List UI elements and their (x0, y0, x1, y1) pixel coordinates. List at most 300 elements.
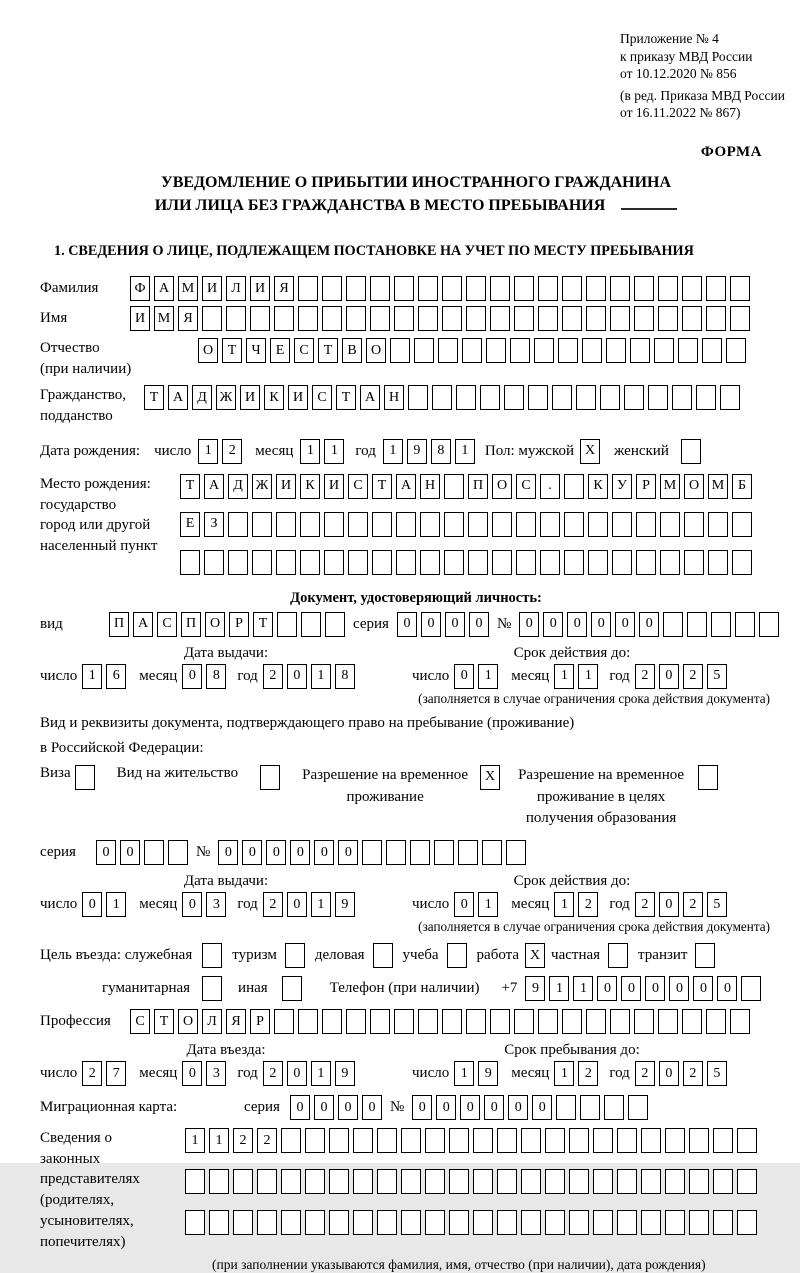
char-cell[interactable] (462, 338, 482, 363)
char-cell[interactable] (588, 550, 608, 575)
char-cell[interactable]: 8 (335, 664, 355, 689)
char-cell[interactable] (362, 840, 382, 865)
char-cell[interactable] (401, 1210, 421, 1235)
char-cell[interactable]: 2 (683, 664, 703, 689)
migration-series-cells[interactable] (290, 1095, 382, 1120)
char-cell[interactable] (576, 385, 596, 410)
char-cell[interactable]: 5 (707, 892, 727, 917)
doc-issue-year-cells[interactable] (263, 664, 355, 689)
char-cell[interactable]: А (133, 612, 153, 637)
char-cell[interactable]: 1 (106, 892, 126, 917)
purpose-other-checkbox[interactable] (282, 976, 302, 1001)
char-cell[interactable]: Т (222, 338, 242, 363)
purpose-humanitarian-checkbox[interactable] (202, 976, 222, 1001)
char-cell[interactable] (228, 512, 248, 537)
char-cell[interactable] (706, 276, 726, 301)
stay-day-cells[interactable] (454, 1061, 498, 1086)
char-cell[interactable]: 9 (407, 439, 427, 464)
char-cell[interactable]: 2 (578, 1061, 598, 1086)
surname-cells[interactable] (130, 276, 750, 301)
char-cell[interactable] (528, 385, 548, 410)
char-cell[interactable] (695, 943, 715, 968)
char-cell[interactable]: 1 (324, 439, 344, 464)
char-cell[interactable]: 0 (717, 976, 737, 1001)
char-cell[interactable]: 0 (454, 664, 474, 689)
char-cell[interactable] (702, 338, 722, 363)
char-cell[interactable]: М (154, 306, 174, 331)
char-cell[interactable] (185, 1169, 205, 1194)
char-cell[interactable] (370, 1009, 390, 1034)
char-cell[interactable] (204, 550, 224, 575)
char-cell[interactable]: 2 (257, 1128, 277, 1153)
char-cell[interactable] (612, 512, 632, 537)
char-cell[interactable] (654, 338, 674, 363)
char-cell[interactable]: П (468, 474, 488, 499)
permit-issue-day-cells[interactable] (82, 892, 126, 917)
char-cell[interactable]: Н (384, 385, 404, 410)
char-cell[interactable]: И (324, 474, 344, 499)
char-cell[interactable] (250, 306, 270, 331)
phone-cells[interactable] (525, 976, 761, 1001)
char-cell[interactable] (185, 1210, 205, 1235)
patronymic-cells[interactable] (198, 338, 746, 363)
char-cell[interactable]: 1 (300, 439, 320, 464)
char-cell[interactable]: Т (180, 474, 200, 499)
char-cell[interactable]: Т (144, 385, 164, 410)
permit-exp-month-cells[interactable] (554, 892, 598, 917)
char-cell[interactable] (480, 385, 500, 410)
char-cell[interactable] (202, 306, 222, 331)
doc-exp-day-cells[interactable] (454, 664, 498, 689)
char-cell[interactable] (634, 306, 654, 331)
char-cell[interactable]: Р (636, 474, 656, 499)
char-cell[interactable]: 0 (338, 1095, 358, 1120)
char-cell[interactable] (300, 512, 320, 537)
stay-year-cells[interactable] (635, 1061, 727, 1086)
char-cell[interactable] (521, 1169, 541, 1194)
char-cell[interactable] (612, 550, 632, 575)
char-cell[interactable]: 2 (263, 892, 283, 917)
birth-month-cells[interactable] (300, 439, 344, 464)
char-cell[interactable] (144, 840, 164, 865)
char-cell[interactable]: Ф (130, 276, 150, 301)
char-cell[interactable]: И (202, 276, 222, 301)
char-cell[interactable]: 0 (519, 612, 539, 637)
char-cell[interactable]: 0 (287, 892, 307, 917)
char-cell[interactable] (648, 385, 668, 410)
char-cell[interactable]: С (294, 338, 314, 363)
permit-exp-day-cells[interactable] (454, 892, 498, 917)
doc-exp-month-cells[interactable] (554, 664, 598, 689)
char-cell[interactable]: 0 (182, 1061, 202, 1086)
char-cell[interactable] (301, 612, 321, 637)
char-cell[interactable] (425, 1210, 445, 1235)
char-cell[interactable] (486, 338, 506, 363)
char-cell[interactable]: 0 (314, 840, 334, 865)
char-cell[interactable] (636, 512, 656, 537)
char-cell[interactable] (276, 512, 296, 537)
char-cell[interactable] (630, 338, 650, 363)
char-cell[interactable]: К (588, 474, 608, 499)
char-cell[interactable] (281, 1210, 301, 1235)
char-cell[interactable]: С (516, 474, 536, 499)
char-cell[interactable] (663, 612, 683, 637)
char-cell[interactable]: 0 (290, 840, 310, 865)
char-cell[interactable]: Л (226, 276, 246, 301)
char-cell[interactable] (325, 612, 345, 637)
char-cell[interactable] (300, 550, 320, 575)
char-cell[interactable]: 9 (335, 892, 355, 917)
char-cell[interactable] (730, 1009, 750, 1034)
char-cell[interactable]: 0 (182, 664, 202, 689)
char-cell[interactable]: Д (192, 385, 212, 410)
char-cell[interactable] (298, 306, 318, 331)
purpose-official-checkbox[interactable] (202, 943, 222, 968)
char-cell[interactable] (737, 1210, 757, 1235)
char-cell[interactable] (538, 306, 558, 331)
char-cell[interactable]: . (540, 474, 560, 499)
char-cell[interactable] (444, 550, 464, 575)
char-cell[interactable]: 1 (383, 439, 403, 464)
char-cell[interactable] (209, 1169, 229, 1194)
char-cell[interactable] (713, 1169, 733, 1194)
char-cell[interactable] (497, 1210, 517, 1235)
char-cell[interactable] (682, 306, 702, 331)
char-cell[interactable]: П (181, 612, 201, 637)
char-cell[interactable] (202, 976, 222, 1001)
char-cell[interactable] (228, 550, 248, 575)
char-cell[interactable] (408, 385, 428, 410)
char-cell[interactable]: 0 (266, 840, 286, 865)
char-cell[interactable] (562, 1009, 582, 1034)
purpose-private-checkbox[interactable] (608, 943, 628, 968)
char-cell[interactable]: 1 (311, 892, 331, 917)
char-cell[interactable] (410, 840, 430, 865)
char-cell[interactable]: А (360, 385, 380, 410)
permit-exp-year-cells[interactable] (635, 892, 727, 917)
char-cell[interactable] (490, 1009, 510, 1034)
char-cell[interactable] (394, 276, 414, 301)
char-cell[interactable]: Т (336, 385, 356, 410)
char-cell[interactable] (516, 512, 536, 537)
char-cell[interactable]: 0 (567, 612, 587, 637)
char-cell[interactable] (233, 1210, 253, 1235)
char-cell[interactable]: 0 (287, 664, 307, 689)
purpose-transit-checkbox[interactable] (695, 943, 715, 968)
char-cell[interactable]: З (204, 512, 224, 537)
char-cell[interactable]: 0 (659, 664, 679, 689)
char-cell[interactable] (689, 1169, 709, 1194)
char-cell[interactable]: 1 (578, 664, 598, 689)
legal-reps-row3-cells[interactable] (185, 1210, 757, 1235)
char-cell[interactable] (521, 1210, 541, 1235)
char-cell[interactable] (425, 1169, 445, 1194)
char-cell[interactable]: Ж (252, 474, 272, 499)
char-cell[interactable] (274, 1009, 294, 1034)
char-cell[interactable] (684, 512, 704, 537)
char-cell[interactable] (682, 1009, 702, 1034)
char-cell[interactable] (660, 512, 680, 537)
char-cell[interactable] (473, 1128, 493, 1153)
char-cell[interactable]: А (396, 474, 416, 499)
char-cell[interactable]: О (492, 474, 512, 499)
char-cell[interactable] (514, 306, 534, 331)
char-cell[interactable] (737, 1128, 757, 1153)
char-cell[interactable] (390, 338, 410, 363)
char-cell[interactable] (689, 1128, 709, 1153)
char-cell[interactable] (492, 512, 512, 537)
char-cell[interactable]: 0 (615, 612, 635, 637)
char-cell[interactable] (282, 976, 302, 1001)
char-cell[interactable] (684, 550, 704, 575)
entry-year-cells[interactable] (263, 1061, 355, 1086)
char-cell[interactable] (706, 1009, 726, 1034)
char-cell[interactable]: Я (274, 276, 294, 301)
doc-series-cells[interactable] (397, 612, 489, 637)
char-cell[interactable]: 0 (659, 892, 679, 917)
char-cell[interactable] (329, 1210, 349, 1235)
legal-reps-row2-cells[interactable] (185, 1169, 757, 1194)
char-cell[interactable]: 0 (645, 976, 665, 1001)
char-cell[interactable] (569, 1128, 589, 1153)
char-cell[interactable]: В (342, 338, 362, 363)
char-cell[interactable]: Б (732, 474, 752, 499)
char-cell[interactable]: 1 (185, 1128, 205, 1153)
char-cell[interactable]: У (612, 474, 632, 499)
char-cell[interactable]: 0 (182, 892, 202, 917)
char-cell[interactable]: 0 (120, 840, 140, 865)
char-cell[interactable]: И (250, 276, 270, 301)
char-cell[interactable]: 0 (338, 840, 358, 865)
char-cell[interactable]: 1 (82, 664, 102, 689)
char-cell[interactable]: Е (180, 512, 200, 537)
char-cell[interactable] (377, 1128, 397, 1153)
char-cell[interactable] (606, 338, 626, 363)
char-cell[interactable] (257, 1169, 277, 1194)
char-cell[interactable] (706, 306, 726, 331)
doc-number-cells[interactable] (519, 612, 779, 637)
char-cell[interactable]: С (348, 474, 368, 499)
char-cell[interactable] (504, 385, 524, 410)
purpose-business-checkbox[interactable] (373, 943, 393, 968)
char-cell[interactable]: Л (202, 1009, 222, 1034)
char-cell[interactable]: О (684, 474, 704, 499)
char-cell[interactable] (420, 550, 440, 575)
char-cell[interactable] (348, 550, 368, 575)
char-cell[interactable]: 0 (314, 1095, 334, 1120)
char-cell[interactable]: X (580, 439, 600, 464)
char-cell[interactable]: 2 (233, 1128, 253, 1153)
char-cell[interactable]: С (312, 385, 332, 410)
char-cell[interactable] (490, 276, 510, 301)
char-cell[interactable] (346, 1009, 366, 1034)
char-cell[interactable] (665, 1169, 685, 1194)
char-cell[interactable] (473, 1210, 493, 1235)
char-cell[interactable] (425, 1128, 445, 1153)
permit-number-cells[interactable] (218, 840, 526, 865)
char-cell[interactable]: П (109, 612, 129, 637)
char-cell[interactable]: Т (318, 338, 338, 363)
char-cell[interactable] (449, 1169, 469, 1194)
char-cell[interactable] (285, 943, 305, 968)
char-cell[interactable] (556, 1095, 576, 1120)
char-cell[interactable]: Т (372, 474, 392, 499)
char-cell[interactable]: 5 (707, 664, 727, 689)
char-cell[interactable]: 1 (311, 664, 331, 689)
stay-month-cells[interactable] (554, 1061, 598, 1086)
char-cell[interactable]: 0 (639, 612, 659, 637)
char-cell[interactable] (732, 550, 752, 575)
char-cell[interactable]: М (708, 474, 728, 499)
char-cell[interactable] (586, 1009, 606, 1034)
char-cell[interactable]: 0 (621, 976, 641, 1001)
char-cell[interactable]: О (178, 1009, 198, 1034)
char-cell[interactable] (737, 1169, 757, 1194)
char-cell[interactable] (538, 1009, 558, 1034)
char-cell[interactable] (305, 1169, 325, 1194)
char-cell[interactable]: 0 (96, 840, 116, 865)
char-cell[interactable] (610, 306, 630, 331)
char-cell[interactable]: Р (250, 1009, 270, 1034)
char-cell[interactable] (329, 1128, 349, 1153)
char-cell[interactable]: 0 (362, 1095, 382, 1120)
char-cell[interactable] (516, 550, 536, 575)
char-cell[interactable] (168, 840, 188, 865)
char-cell[interactable] (281, 1128, 301, 1153)
char-cell[interactable] (658, 276, 678, 301)
char-cell[interactable]: О (366, 338, 386, 363)
char-cell[interactable] (370, 306, 390, 331)
char-cell[interactable] (641, 1210, 661, 1235)
char-cell[interactable]: Р (229, 612, 249, 637)
char-cell[interactable] (582, 338, 602, 363)
char-cell[interactable] (482, 840, 502, 865)
char-cell[interactable]: А (204, 474, 224, 499)
char-cell[interactable] (538, 276, 558, 301)
char-cell[interactable]: 2 (683, 1061, 703, 1086)
char-cell[interactable] (322, 306, 342, 331)
char-cell[interactable] (698, 765, 718, 790)
char-cell[interactable] (708, 550, 728, 575)
char-cell[interactable] (681, 439, 701, 464)
char-cell[interactable] (678, 338, 698, 363)
char-cell[interactable] (396, 550, 416, 575)
char-cell[interactable] (322, 276, 342, 301)
char-cell[interactable]: 1 (198, 439, 218, 464)
char-cell[interactable] (586, 276, 606, 301)
char-cell[interactable] (257, 1210, 277, 1235)
char-cell[interactable] (442, 1009, 462, 1034)
char-cell[interactable]: 0 (218, 840, 238, 865)
char-cell[interactable] (617, 1169, 637, 1194)
char-cell[interactable]: 2 (635, 892, 655, 917)
char-cell[interactable]: О (205, 612, 225, 637)
birthplace-row3-cells[interactable] (180, 550, 752, 575)
char-cell[interactable] (75, 765, 95, 790)
char-cell[interactable]: Н (420, 474, 440, 499)
char-cell[interactable]: 9 (525, 976, 545, 1001)
char-cell[interactable] (604, 1095, 624, 1120)
char-cell[interactable] (233, 1169, 253, 1194)
char-cell[interactable] (593, 1169, 613, 1194)
char-cell[interactable] (298, 1009, 318, 1034)
char-cell[interactable]: 1 (554, 1061, 574, 1086)
char-cell[interactable] (401, 1169, 421, 1194)
char-cell[interactable] (401, 1128, 421, 1153)
char-cell[interactable] (497, 1169, 517, 1194)
char-cell[interactable] (617, 1128, 637, 1153)
char-cell[interactable]: 1 (311, 1061, 331, 1086)
char-cell[interactable] (353, 1128, 373, 1153)
char-cell[interactable]: И (288, 385, 308, 410)
char-cell[interactable]: И (130, 306, 150, 331)
char-cell[interactable] (418, 1009, 438, 1034)
char-cell[interactable] (418, 276, 438, 301)
purpose-work-checkbox[interactable] (525, 943, 545, 968)
doc-issue-day-cells[interactable] (82, 664, 126, 689)
char-cell[interactable] (759, 612, 779, 637)
char-cell[interactable]: 0 (469, 612, 489, 637)
visa-checkbox[interactable] (75, 765, 95, 790)
char-cell[interactable] (353, 1210, 373, 1235)
char-cell[interactable] (593, 1128, 613, 1153)
char-cell[interactable]: 7 (106, 1061, 126, 1086)
char-cell[interactable] (682, 276, 702, 301)
migration-number-cells[interactable] (412, 1095, 648, 1120)
char-cell[interactable]: 2 (263, 1061, 283, 1086)
char-cell[interactable] (353, 1169, 373, 1194)
purpose-tourism-checkbox[interactable] (285, 943, 305, 968)
char-cell[interactable] (226, 306, 246, 331)
char-cell[interactable] (708, 512, 728, 537)
char-cell[interactable] (386, 840, 406, 865)
char-cell[interactable] (497, 1128, 517, 1153)
char-cell[interactable] (564, 550, 584, 575)
char-cell[interactable] (534, 338, 554, 363)
char-cell[interactable] (658, 1009, 678, 1034)
char-cell[interactable] (492, 550, 512, 575)
char-cell[interactable]: 1 (478, 892, 498, 917)
char-cell[interactable] (346, 276, 366, 301)
char-cell[interactable] (458, 840, 478, 865)
char-cell[interactable] (449, 1128, 469, 1153)
char-cell[interactable]: 1 (454, 1061, 474, 1086)
char-cell[interactable] (414, 338, 434, 363)
char-cell[interactable] (552, 385, 572, 410)
char-cell[interactable]: А (168, 385, 188, 410)
char-cell[interactable]: 0 (242, 840, 262, 865)
char-cell[interactable]: 1 (478, 664, 498, 689)
char-cell[interactable] (641, 1169, 661, 1194)
char-cell[interactable]: 0 (287, 1061, 307, 1086)
char-cell[interactable] (473, 1169, 493, 1194)
char-cell[interactable]: 0 (591, 612, 611, 637)
char-cell[interactable]: 8 (431, 439, 451, 464)
char-cell[interactable]: 0 (436, 1095, 456, 1120)
char-cell[interactable] (610, 276, 630, 301)
char-cell[interactable] (274, 306, 294, 331)
char-cell[interactable] (634, 276, 654, 301)
doc-type-cells[interactable] (109, 612, 345, 637)
char-cell[interactable] (636, 550, 656, 575)
char-cell[interactable]: Д (228, 474, 248, 499)
char-cell[interactable] (600, 385, 620, 410)
char-cell[interactable] (641, 1128, 661, 1153)
char-cell[interactable]: X (480, 765, 500, 790)
char-cell[interactable]: А (154, 276, 174, 301)
char-cell[interactable] (466, 276, 486, 301)
char-cell[interactable]: 0 (460, 1095, 480, 1120)
